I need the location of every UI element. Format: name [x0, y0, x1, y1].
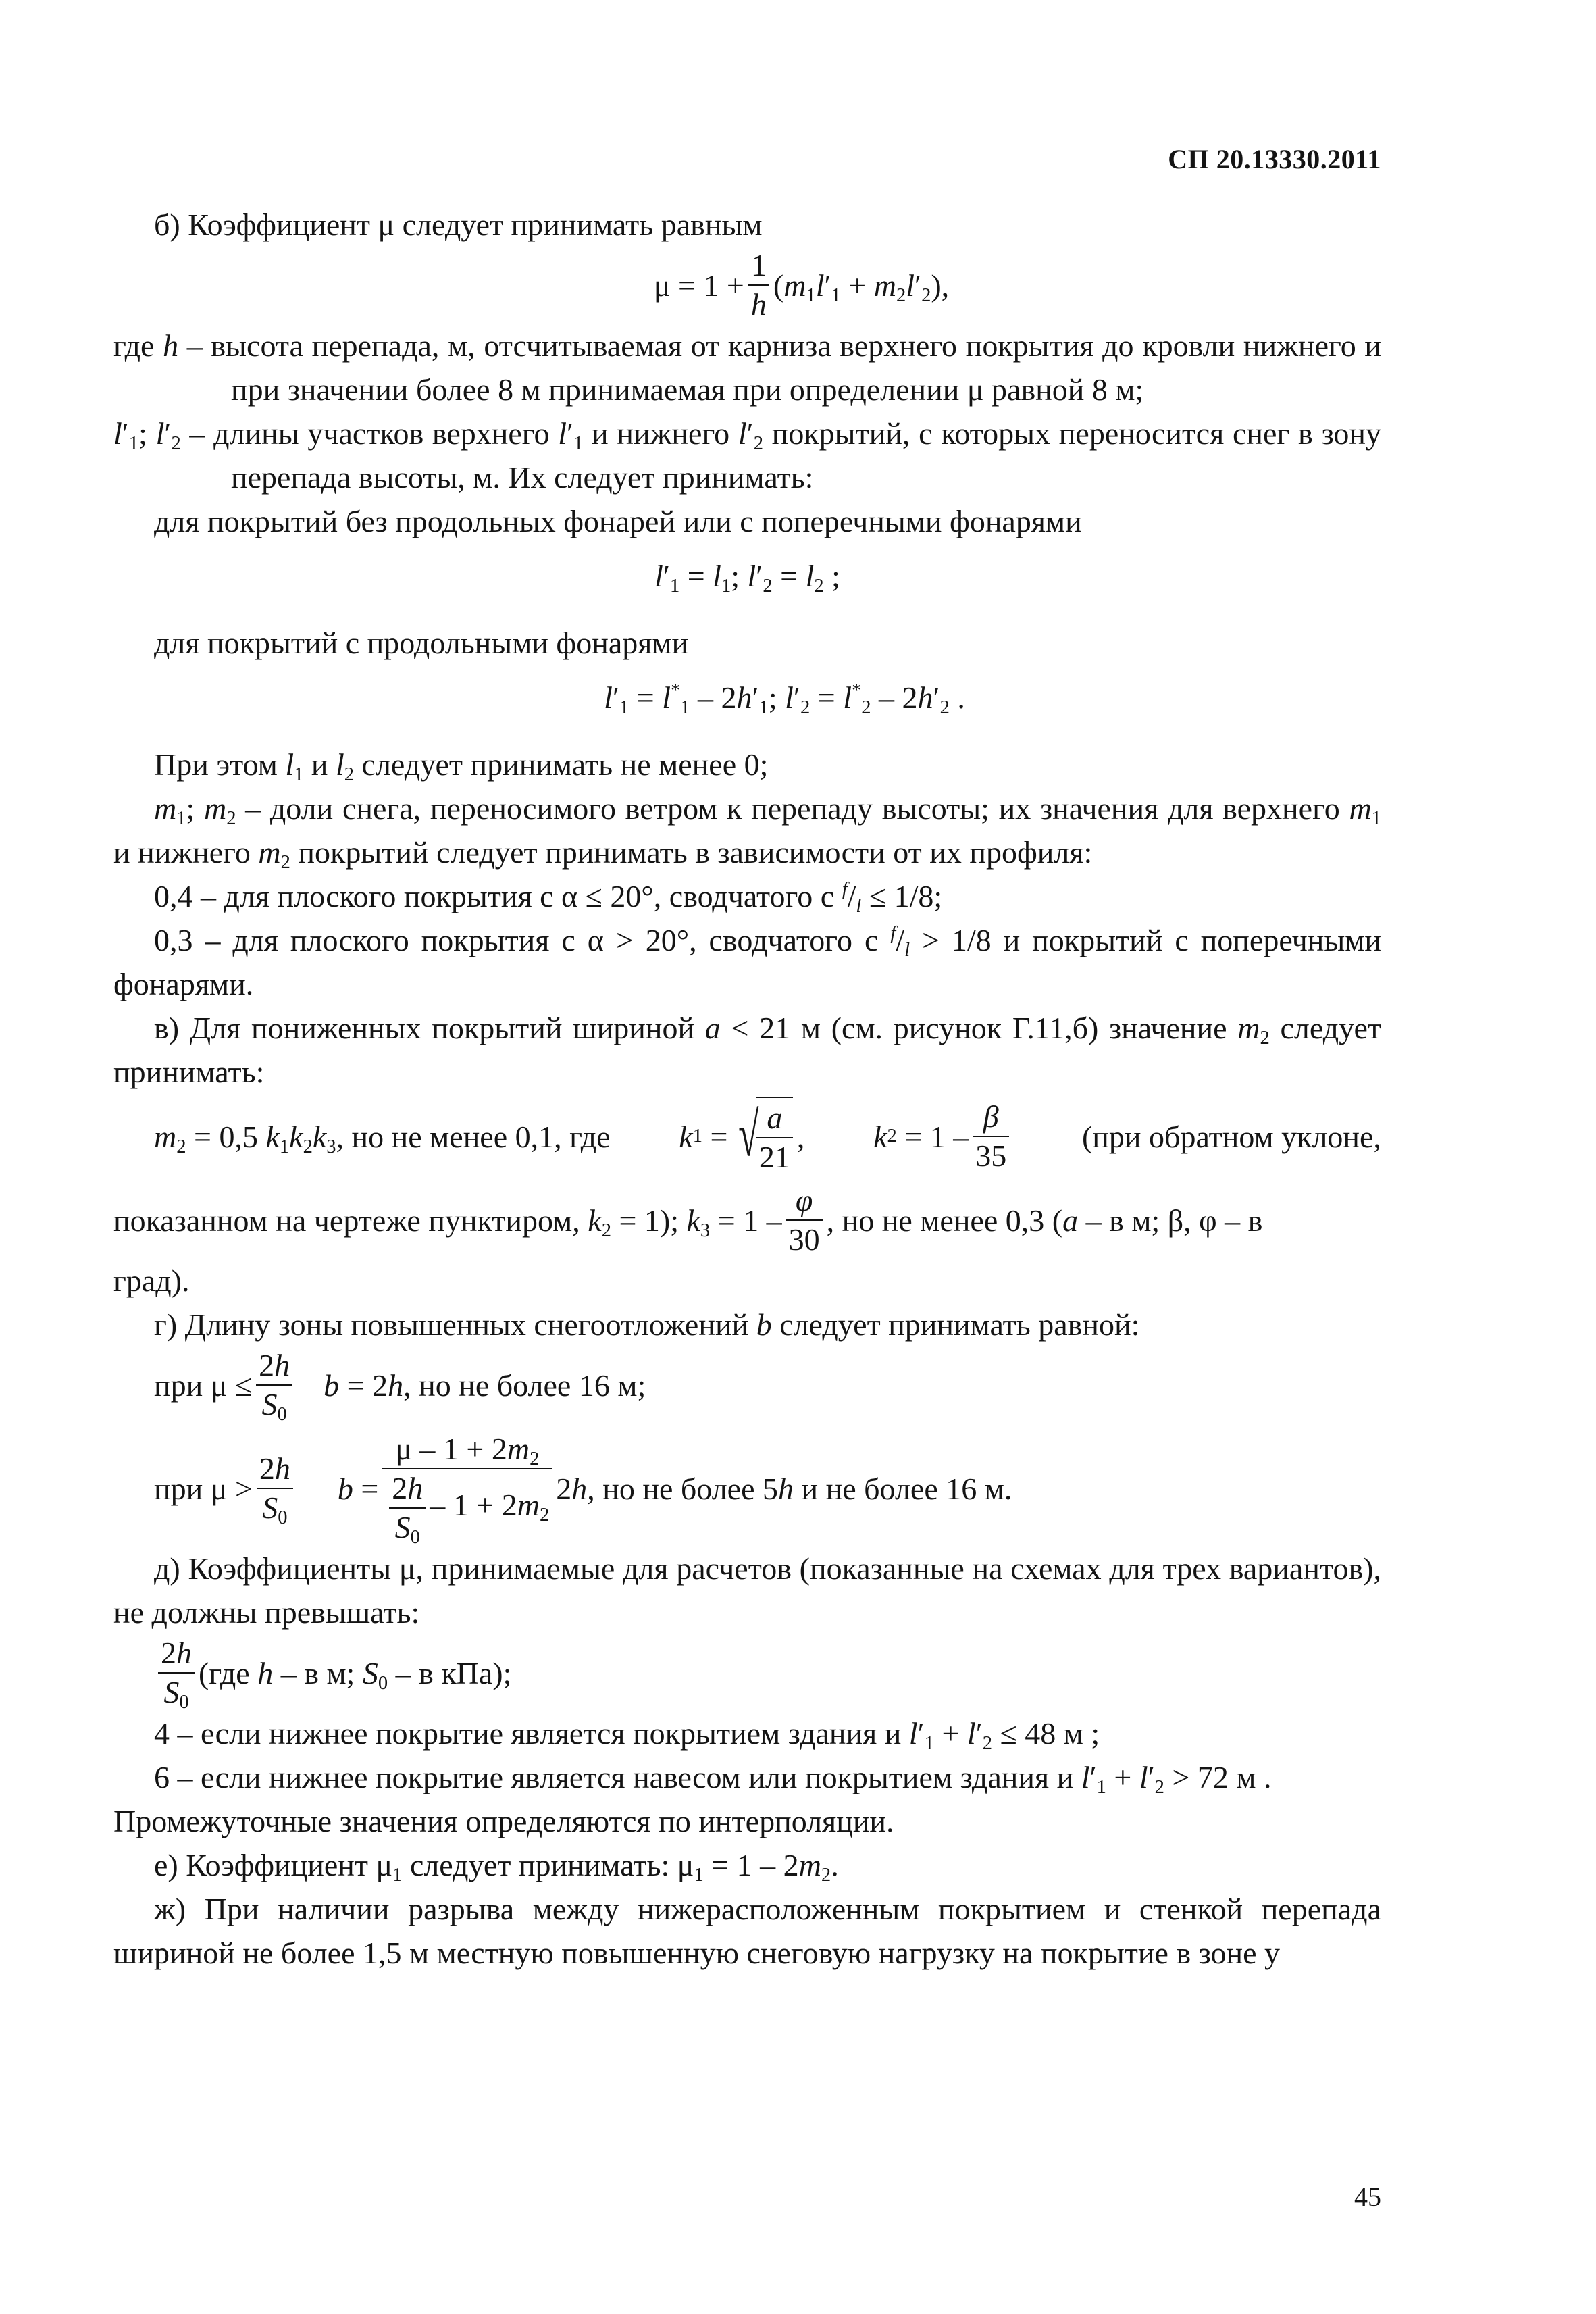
paragraph-b-intro: б) Коэффициент μ следует принимать равным	[154, 207, 763, 242]
formula-d-limit: $\frac{2h}{S_0}$ (где h – в м; $S_0$ – в кПа);	[154, 1634, 1381, 1711]
paragraph-with-long-lanterns: для покрытий с продольными фонарями	[154, 626, 689, 660]
formula-mu: μ = 1 + $\frac{1}{h}$ $(m_1l'_1 + m_2l'_2)$,	[653, 248, 950, 322]
paragraph-m-def: $m_1$; $m_2$ – доли снега, переносимого ветром к перепаду высоты; их значения для верхнего $m_1$ и нижнего $m_2$ покрытий следует принимать в зависимости от их профиля:	[113, 791, 1382, 873]
paragraph-d6: 6 – если нижнее покрытие является навесом или покрытием здания и $l'_1 + l'_2 > 72$ м .	[154, 1760, 1272, 1798]
paragraph-no-long-lanterns: для покрытий без продольных фонарей или с поперечными фонарями	[154, 504, 1082, 538]
paragraph-l-min: При этом $l_1$ и $l_2$ следует принимать не менее 0;	[154, 747, 769, 785]
formula-m2: $m_2 = 0,5$ $k_1k_2k_3$, но не менее 0,1, где k 1 = √ $\frac{a}{21}$ , k 2 = 1 – $\frac{\beta}{35}$ (при обратном уклоне,	[154, 1097, 1381, 1176]
paragraph-zh: ж) При наличии разрыва между нижерасположенным покрытием и стенкой перепада шириной не более 1,5 м местную повышенную снеговую нагрузку на покрытие в зоне у	[113, 1892, 1381, 1970]
paragraph-d-intro: д) Коэффициенты μ, принимаемые для расчетов (показанные на схемах для трех вариантов), не должны превышать:	[113, 1551, 1381, 1630]
formula-l-simple: $l'_1 = l_1$; $l'_2 = l_2$ ;	[654, 559, 840, 597]
formula-b-le: при μ ≤ $\frac{2h}{S_0}$ b = 2h, но не более 16 м;	[154, 1348, 646, 1425]
formula-k3-line: показанном на чертеже пунктиром, $k_2 = 1$); $k_3 = 1$ – $\frac{\varphi}{30}$ , но не менее 0,3 (a – в м; β, φ – в	[113, 1183, 1263, 1257]
formula-l-lanterns: $l'_1 = l^*_1 - 2h'_1$; $l'_2 = l^*_2 - 2h'_2$ .	[604, 680, 965, 718]
paragraph-d4: 4 – если нижнее покрытие является покрытием здания и $l'_1 + l'_2 \le 48$ м ;	[154, 1716, 1100, 1754]
paragraph-value-04: 0,4 – для плоского покрытия с α ≤ 20°, сводчатого с $^f/_l \le 1/8$;	[154, 878, 943, 917]
paragraph-v-intro: в) Для пониженных покрытий шириной a < 21 м (см. рисунок Г.11,б) значение $m_2$ следует принимать:	[113, 1011, 1382, 1089]
paragraph-grad: град).	[113, 1263, 190, 1298]
document-code: СП 20.13330.2011	[1168, 144, 1381, 174]
paragraph-lengths: $l'_1$; $l'_2$ – длины участков верхнего $l'_1$ и нижнего $l'_2$ покрытий, с которых переносится снег в зону перепада высоты, м. Их следует принимать:	[113, 416, 1381, 495]
paragraph-value-03: 0,3 – для плоского покрытия с α > 20°, сводчатого с $^f/_l > 1/8$ и покрытий с поперечными фонарями.	[113, 922, 1381, 1001]
paragraph-interpolation: Промежуточные значения определяются по интерполяции.	[113, 1804, 894, 1838]
paragraph-e: е) Коэффициент $\mu_1$ следует принимать: $\mu_1 = 1 - 2m_2$.	[154, 1848, 839, 1886]
page-number: 45	[1354, 2182, 1381, 2212]
page-body	[113, 203, 1381, 1975]
paragraph-g-intro: г) Длину зоны повышенных снегоотложений b следует принимать равной:	[154, 1307, 1140, 1342]
paragraph-where-h: где h – высота перепада, м, отсчитываемая от карниза верхнего покрытия до кровли нижнего и при значении более 8 м принимаемая при определении μ равной 8 м;	[113, 328, 1381, 407]
formula-b-gt: при μ > $\frac{2h}{S_0}$ b = $\mu - 1 + 2m_2$ $\frac{2h}{S_0}$ – $1 + 2m_2$ 2h, но не более 5h и не более 16 м.	[154, 1432, 1012, 1548]
